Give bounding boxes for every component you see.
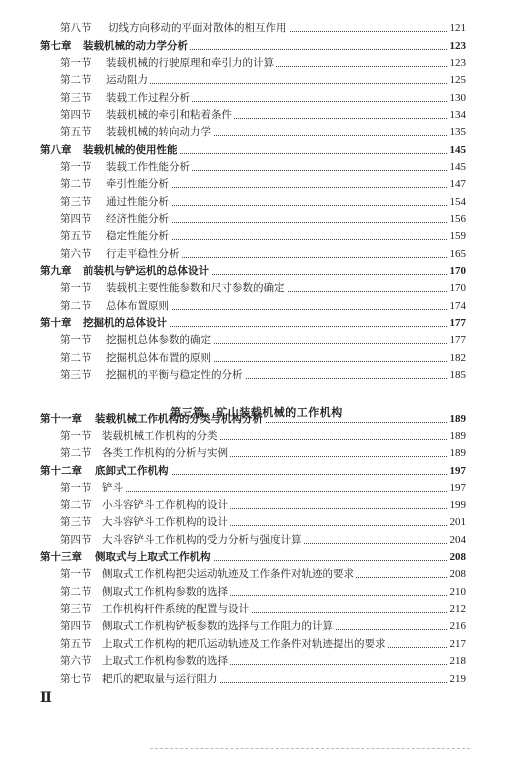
toc-chapter-row (0, 38, 513, 55)
section-label: 第一节 (60, 57, 92, 69)
page-number: 145 (449, 159, 467, 176)
chapter-label: 第八章 (40, 144, 72, 156)
section-title: 稳定性能分析 (106, 228, 171, 245)
section-label: 第四节 (60, 620, 92, 632)
page-number: 156 (449, 211, 467, 228)
toc-section-row (0, 584, 513, 601)
section-title: 挖掘机的平衡与稳定性的分析 (106, 367, 245, 384)
section-title: 装载机械的行驶原理和牵引力的计算 (106, 55, 276, 72)
chapter-title: 装载机械工作机构的分类与机构分析 (95, 411, 265, 428)
page-number: 135 (449, 124, 467, 141)
section-label: 第五节 (60, 126, 92, 138)
page-number: 208 (449, 549, 467, 566)
section-label: 第二节 (60, 178, 92, 190)
page-number: 197 (449, 480, 467, 497)
toc-chapter-row (0, 263, 513, 280)
part-title: 第三篇 矿山装载机械的工作机构 (170, 406, 343, 419)
section-title: 总体布置原则 (106, 298, 171, 315)
toc-chapter-row (0, 463, 513, 480)
section-title: 经济性能分析 (106, 211, 171, 228)
section-label: 第四节 (60, 109, 92, 121)
page-number: 201 (449, 514, 467, 531)
toc-section-row (0, 159, 513, 176)
section-label: 第一节 (60, 430, 92, 442)
toc-section-row (0, 228, 513, 245)
section-label: 第二节 (60, 352, 92, 364)
chapter-title: 侧取式与上取式工作机构 (95, 549, 213, 566)
toc-section-row (0, 55, 513, 72)
page-number: 189 (449, 445, 467, 462)
page-number: 189 (449, 428, 467, 445)
dot-leader (116, 83, 447, 84)
toc-section-row (0, 332, 513, 349)
page-number: 189 (449, 411, 467, 428)
section-title: 切线方向移动的平面对散体的相互作用 (108, 20, 289, 37)
scan-artifact-line (150, 748, 470, 749)
section-title: 小斗容铲斗工作机构的设计 (102, 497, 230, 514)
section-label: 第三节 (60, 369, 92, 381)
toc-section-row (0, 367, 513, 384)
chapter-title: 底卸式工作机构 (95, 463, 171, 480)
section-title: 大斗容铲斗工作机构的设计 (102, 514, 230, 531)
section-label: 第二节 (60, 447, 92, 459)
page-number: 182 (449, 350, 467, 367)
toc-section-row (0, 350, 513, 367)
chapter-label: 第九章 (40, 265, 72, 277)
section-label: 第一节 (60, 482, 92, 494)
section-title: 上取式工作机构的耙爪运动轨迹及工作条件对轨迹提出的要求 (102, 636, 388, 653)
page-number: 197 (449, 463, 467, 480)
section-title: 挖掘机总体参数的确定 (106, 332, 213, 349)
page-number: 217 (449, 636, 467, 653)
section-label: 第一节 (60, 334, 92, 346)
section-label: 第二节 (60, 300, 92, 312)
toc-section-row (0, 280, 513, 297)
chapter-label: 第十一章 (40, 413, 82, 425)
section-label: 第一节 (60, 282, 92, 294)
page-number: 174 (449, 298, 467, 315)
page-number: 125 (449, 72, 467, 89)
toc-section-row (0, 20, 513, 37)
page-number: 219 (449, 671, 467, 688)
page-number: 212 (449, 601, 467, 618)
section-title: 装载机械的牵引和粘着条件 (106, 107, 234, 124)
chapter-title: 前装机与铲运机的总体设计 (83, 263, 211, 280)
page-number: 177 (449, 332, 467, 349)
toc-section-row (0, 428, 513, 445)
section-label: 第三节 (60, 92, 92, 104)
section-title: 铲斗 (102, 480, 125, 497)
chapter-label: 第十二章 (40, 465, 82, 477)
toc-chapter-row (0, 142, 513, 159)
chapter-label: 第十章 (40, 317, 72, 329)
toc-section-row (0, 211, 513, 228)
section-label: 第二节 (60, 74, 92, 86)
toc-section-row (0, 497, 513, 514)
section-label: 第三节 (60, 196, 92, 208)
toc-section-row (0, 636, 513, 653)
section-title: 装载机主要性能参数和尺寸参数的确定 (106, 280, 287, 297)
section-label: 第五节 (60, 638, 92, 650)
page-number: 185 (449, 367, 467, 384)
toc-section-row (0, 90, 513, 107)
section-label: 第五节 (60, 230, 92, 242)
toc-chapter-row (0, 549, 513, 566)
section-title: 工作机构杆件系统的配置与设计 (102, 601, 251, 618)
page-number: 154 (449, 194, 467, 211)
page-number: 145 (449, 142, 467, 159)
toc-section-row (0, 298, 513, 315)
page-number: 147 (449, 176, 467, 193)
toc-section-row (0, 107, 513, 124)
toc-chapter-row (0, 315, 513, 332)
section-title: 装载机械工作机构的分类 (102, 428, 220, 445)
page-number: 204 (449, 532, 467, 549)
toc-section-row (0, 445, 513, 462)
chapter-title: 装载机械的使用性能 (83, 142, 180, 159)
section-label: 第六节 (60, 248, 92, 260)
page-number: 165 (449, 246, 467, 263)
toc-section-row (0, 566, 513, 583)
section-title: 上取式工作机构参数的选择 (102, 653, 230, 670)
page-number: 134 (449, 107, 467, 124)
toc-section-row (0, 72, 513, 89)
section-title: 侧取式工作机构铲板参数的选择与工作阻力的计算 (102, 618, 335, 635)
section-label: 第三节 (60, 603, 92, 615)
page-number: 123 (449, 38, 467, 55)
page-number: 177 (449, 315, 467, 332)
section-label: 第一节 (60, 568, 92, 580)
page-number: 218 (449, 653, 467, 670)
toc-section-row (0, 176, 513, 193)
page-number: 208 (449, 566, 467, 583)
toc-section-row (0, 532, 513, 549)
toc-section-row (0, 671, 513, 688)
toc-section-row (0, 480, 513, 497)
section-title: 各类工作机构的分析与实例 (102, 445, 230, 462)
section-title: 挖掘机总体布置的原则 (106, 350, 213, 367)
toc-section-row (0, 514, 513, 531)
section-label: 第四节 (60, 213, 92, 225)
toc-section-row (0, 618, 513, 635)
toc-section-row (0, 124, 513, 141)
section-label: 第一节 (60, 161, 92, 173)
section-title: 侧取式工作机构参数的选择 (102, 584, 230, 601)
section-label: 第三节 (60, 516, 92, 528)
toc-section-row (0, 194, 513, 211)
toc-section-row (0, 653, 513, 670)
section-title: 运动阻力 (106, 72, 150, 89)
toc-section-row (0, 246, 513, 263)
page-number: 216 (449, 618, 467, 635)
section-title: 牵引性能分析 (106, 176, 171, 193)
section-label: 第六节 (60, 655, 92, 667)
section-title: 装载机械的转向动力学 (106, 124, 213, 141)
chapter-label: 第十三章 (40, 551, 82, 563)
section-label: 第八节 (60, 22, 92, 34)
page-number: 123 (449, 55, 467, 72)
section-label: 第七节 (60, 673, 92, 685)
page-number: 170 (449, 263, 467, 280)
section-label: 第二节 (60, 499, 92, 511)
page-number: 210 (449, 584, 467, 601)
section-title: 大斗容铲斗工作机构的受力分析与强度计算 (102, 532, 304, 549)
page-number-mark: Ⅱ (40, 691, 52, 706)
page-number: 121 (449, 20, 467, 37)
chapter-title: 装载机械的动力学分析 (83, 38, 190, 55)
chapter-title: 挖掘机的总体设计 (83, 315, 169, 332)
section-title: 装载工作性能分析 (106, 159, 192, 176)
page-number: 159 (449, 228, 467, 245)
section-title: 装载工作过程分析 (106, 90, 192, 107)
section-title: 行走平稳性分析 (106, 246, 182, 263)
section-label: 第二节 (60, 586, 92, 598)
section-title: 耙爪的耙取量与运行阻力 (102, 671, 220, 688)
chapter-label: 第七章 (40, 40, 72, 52)
page-number: 130 (449, 90, 467, 107)
dot-leader (112, 491, 447, 492)
page-number: 199 (449, 497, 467, 514)
section-label: 第四节 (60, 534, 92, 546)
section-title: 侧取式工作机构把尖运动轨迹及工作条件对轨迹的要求 (102, 566, 356, 583)
section-title: 通过性能分析 (106, 194, 171, 211)
page-number: 170 (449, 280, 467, 297)
toc-section-row (0, 601, 513, 618)
